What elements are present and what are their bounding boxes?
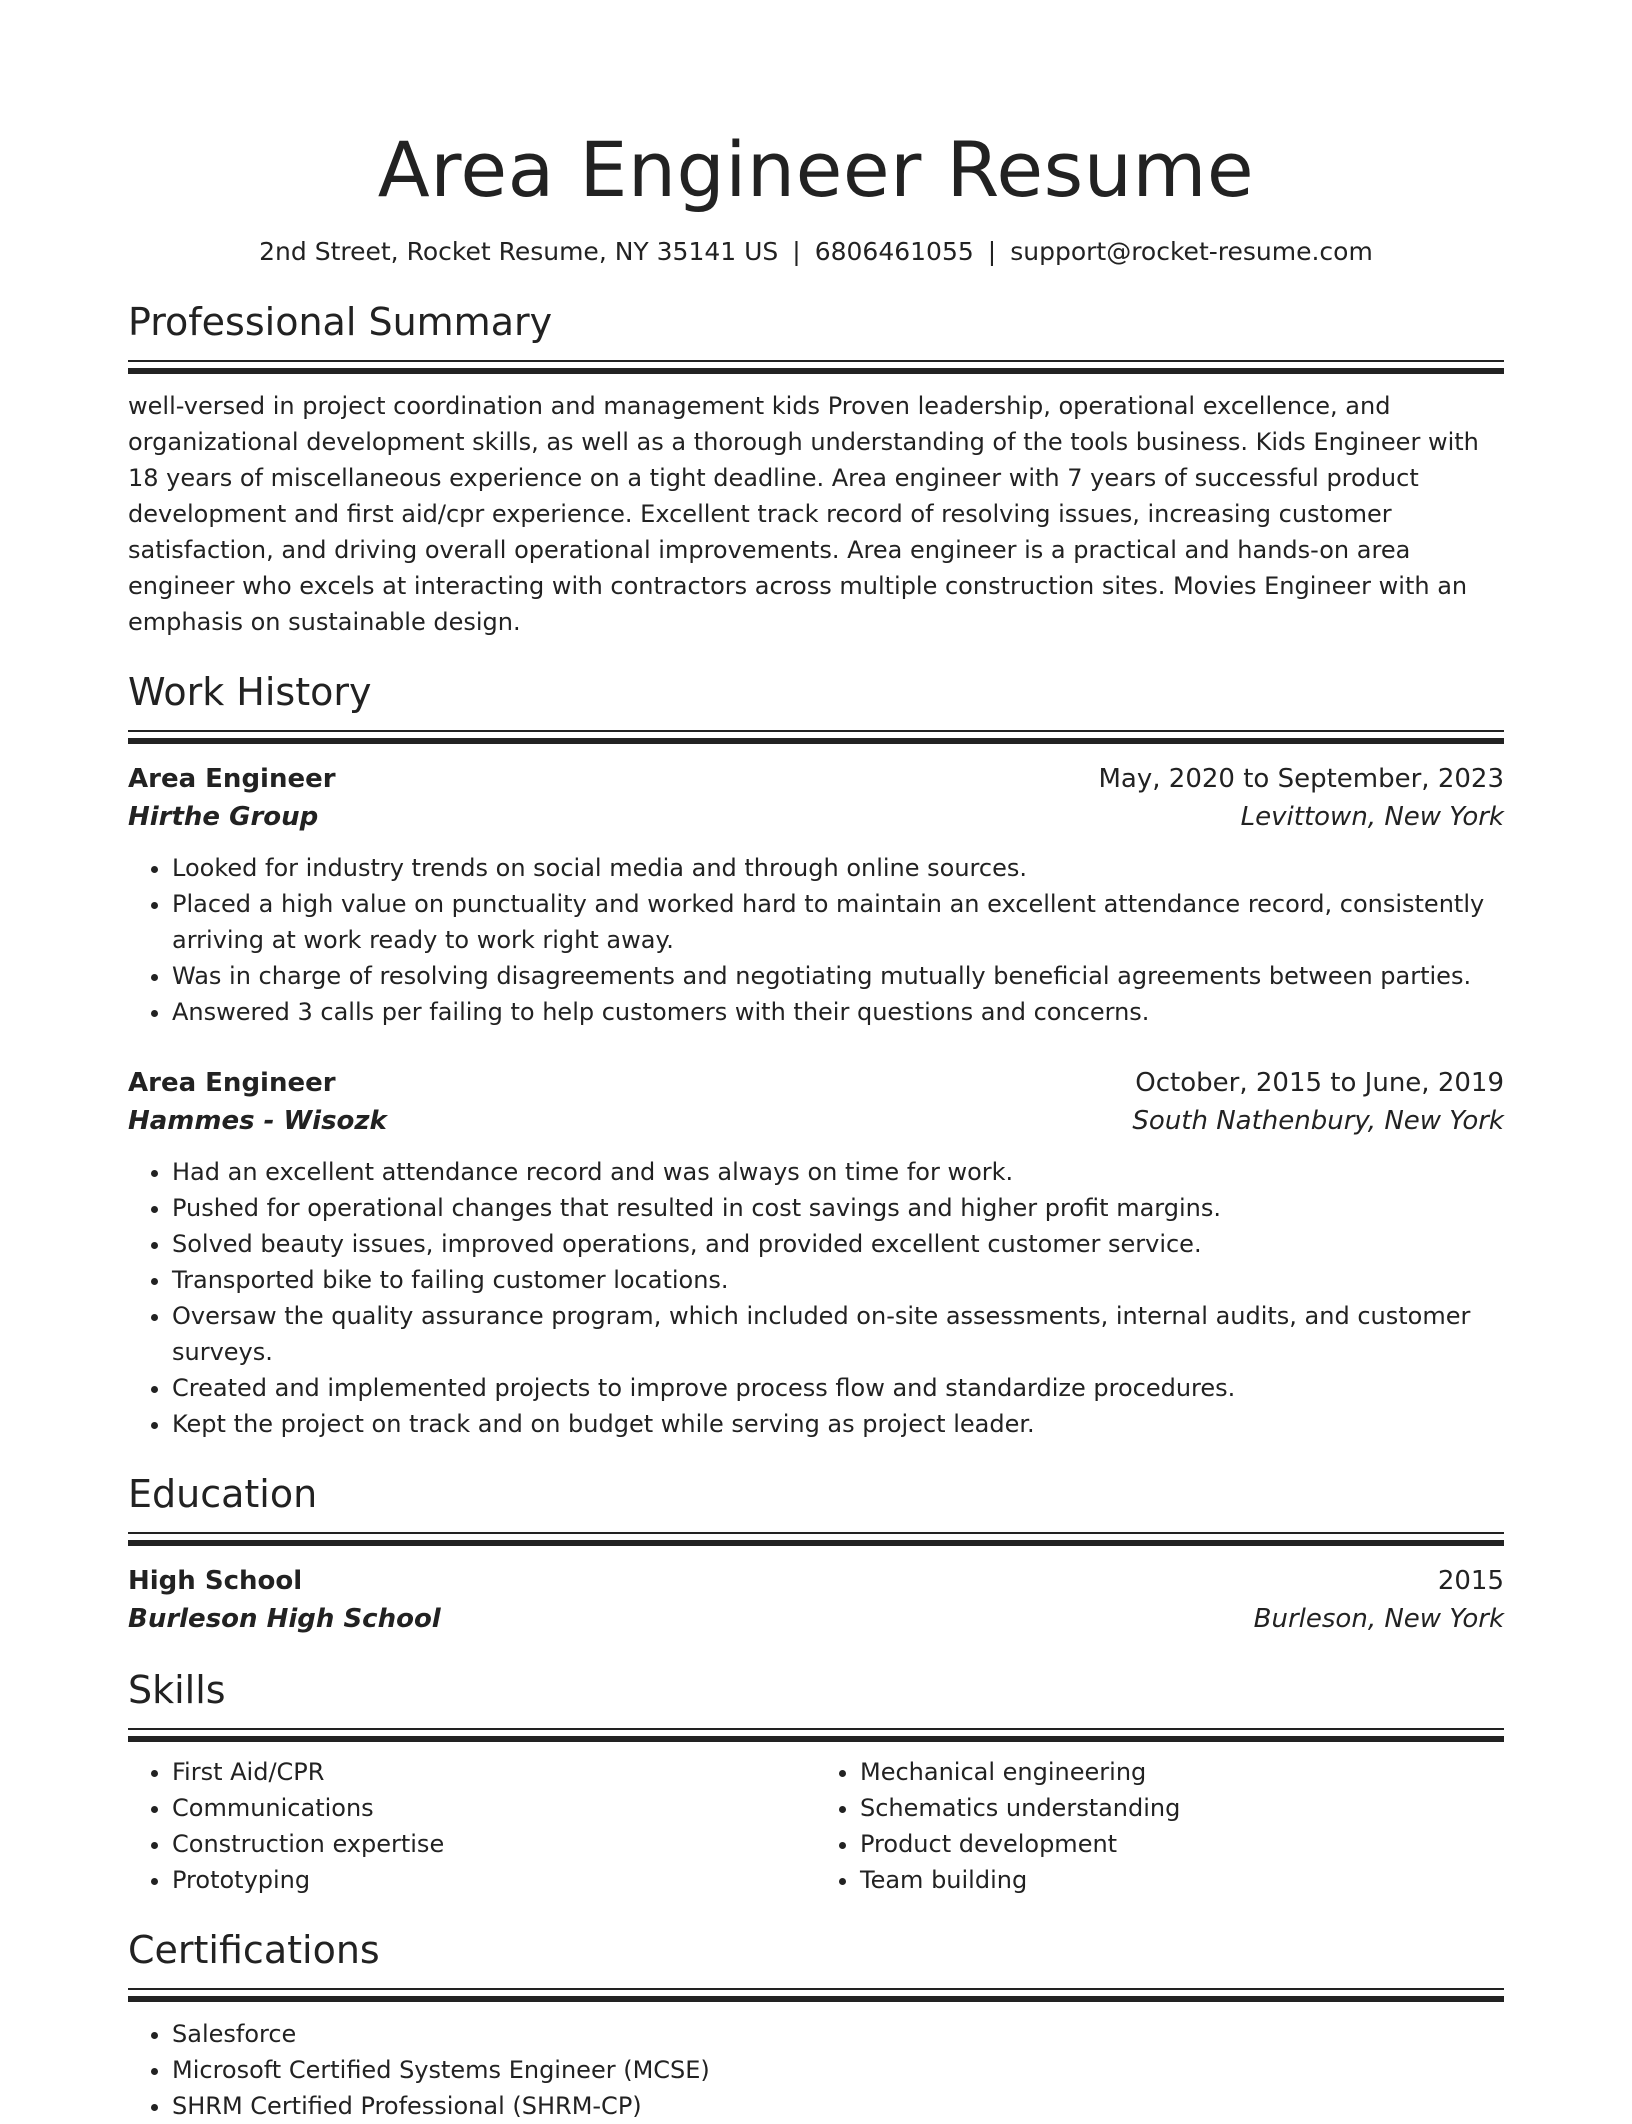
job-company: Hirthe Group	[128, 802, 319, 832]
contact-address: 2nd Street, Rocket Resume, NY 35141 US	[259, 237, 779, 266]
job-location: Levittown, New York	[1240, 802, 1504, 832]
summary-text: well-versed in project coordination and management kids Proven leadership, operational excellence, and organizational development skills, as well as a thorough understanding of the tools business. Kids Engineer with 18 years of miscellaneous experience on a tight deadline. Area engineer with 7 years of successful product development and first aid/cpr experience. Excellent track record of resolving issues, increasing customer satisfaction, and driving overall operational improvements. Area engineer is a practical and hands-on area engineer who excels at interacting with contractors across multiple construction sites. Movies Engineer with an emphasis on sustainable design.	[128, 392, 1479, 636]
certifications-section	[128, 1926, 1504, 2124]
job-company: Hammes - Wisozk	[128, 1106, 387, 1136]
list-item: • Product development	[860, 1826, 1504, 1862]
skills-list-right	[816, 1754, 1504, 1898]
job-entry	[128, 1064, 1504, 1442]
contact-line	[128, 234, 1504, 270]
skills-section	[128, 1666, 1504, 1898]
contact-separator: |	[792, 237, 801, 266]
list-item: • Microsoft Certified Systems Engineer (MCSE)	[172, 2052, 1504, 2088]
list-item: • Placed a high value on punctuality and worked hard to maintain an excellent attendance record, consistently arriving at work ready to work right away.	[172, 886, 1504, 958]
list-item: • Answered 3 calls per failing to help customers with their questions and concerns.	[172, 994, 1504, 1030]
section-divider	[128, 1988, 1504, 2002]
contact-email: support@rocket-resume.com	[1010, 237, 1373, 266]
list-item: • Kept the project on track and on budget while serving as project leader.	[172, 1406, 1504, 1442]
list-item: • Looked for industry trends on social media and through online sources.	[172, 850, 1504, 886]
job-title: Area Engineer	[128, 1068, 336, 1098]
job-entry	[128, 760, 1504, 1030]
list-item: • Solved beauty issues, improved operations, and provided excellent customer service.	[172, 1226, 1504, 1262]
list-item: • Oversaw the quality assurance program, which included on-site assessments, internal audits, and customer surveys.	[172, 1298, 1504, 1370]
education-degree: High School	[128, 1566, 303, 1596]
list-item: • Created and implemented projects to improve process flow and standardize procedures.	[172, 1370, 1504, 1406]
list-item: • Was in charge of resolving disagreements and negotiating mutually beneficial agreements between parties.	[172, 958, 1504, 994]
education-entry	[128, 1562, 1504, 1638]
section-divider	[128, 730, 1504, 744]
section-heading: Certifications	[128, 1928, 380, 1972]
list-item: • Construction expertise	[172, 1826, 816, 1862]
education-section	[128, 1470, 1504, 1638]
section-heading: Professional Summary	[128, 300, 553, 344]
education-school: Burleson High School	[128, 1604, 441, 1634]
job-dates: October, 2015 to June, 2019	[1135, 1068, 1504, 1098]
resume-title: Area Engineer Resume	[377, 125, 1255, 214]
education-year: 2015	[1437, 1566, 1504, 1596]
job-dates: May, 2020 to September, 2023	[1098, 764, 1504, 794]
list-item: • First Aid/CPR	[172, 1754, 816, 1790]
list-item: • Communications	[172, 1790, 816, 1826]
section-divider	[128, 1532, 1504, 1546]
resume-page	[128, 120, 1504, 2124]
summary-section	[128, 298, 1504, 640]
list-item: • Team building	[860, 1862, 1504, 1898]
certifications-list	[128, 2016, 1504, 2124]
work-history-section	[128, 668, 1504, 1442]
list-item: • Mechanical engineering	[860, 1754, 1504, 1790]
skills-list-left	[128, 1754, 816, 1898]
section-heading: Skills	[128, 1668, 226, 1712]
section-divider	[128, 1728, 1504, 1742]
education-location: Burleson, New York	[1253, 1604, 1504, 1634]
job-bullets	[128, 1154, 1504, 1442]
list-item: • Pushed for operational changes that resulted in cost savings and higher profit margins.	[172, 1190, 1504, 1226]
job-bullets	[128, 850, 1504, 1030]
section-heading: Work History	[128, 670, 372, 714]
skills-columns	[128, 1754, 1504, 1898]
job-location: South Nathenbury, New York	[1132, 1106, 1504, 1136]
job-title: Area Engineer	[128, 764, 336, 794]
section-divider	[128, 360, 1504, 374]
list-item: • Prototyping	[172, 1862, 816, 1898]
contact-phone: 6806461055	[814, 237, 974, 266]
section-heading: Education	[128, 1472, 318, 1516]
list-item: • Schematics understanding	[860, 1790, 1504, 1826]
list-item: • Had an excellent attendance record and was always on time for work.	[172, 1154, 1504, 1190]
list-item: • Transported bike to failing customer locations.	[172, 1262, 1504, 1298]
list-item: • Salesforce	[172, 2016, 1504, 2052]
list-item: • SHRM Certified Professional (SHRM-CP)	[172, 2088, 1504, 2124]
contact-separator: |	[987, 237, 997, 266]
